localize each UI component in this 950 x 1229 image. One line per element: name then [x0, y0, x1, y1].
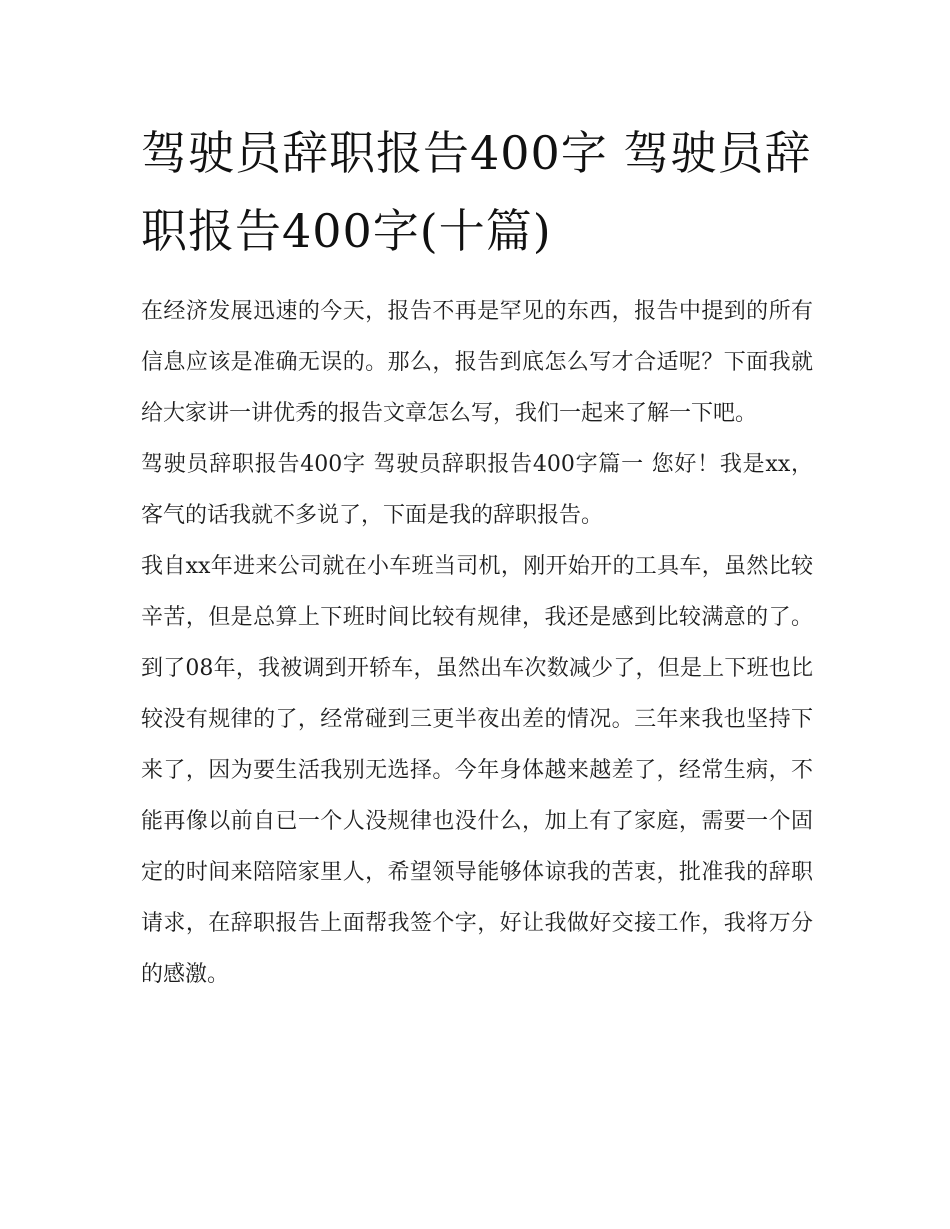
body-paragraph: 我自xx年进来公司就在小车班当司机，刚开始开的工具车，虽然比较辛苦，但是总算上下班时间比较有规律，我还是感到比较满意的了。到了08年，我被调到开轿车，虽然出车次数减少了，但是上下班也比较没有规律的了，经常碰到三更半夜出差的情况。三年来我也坚持下来了，因为要生活我别无选择。今年身体越来越差了，经常生病，不能再像以前自已一个人没规律也没什么，加上有了家庭，需要一个固定的时间来陪陪家里人，希望领导能够体谅我的苦衷，批准我的辞职请求，在辞职报告上面帮我签个字，好让我做好交接工作，我将万分的感激。 — [141, 554, 813, 987]
greeting-paragraph: 驾驶员辞职报告400字 驾驶员辞职报告400字篇一 您好！我是xx，客气的话我就不多说了，下面是我的辞职报告。 — [141, 452, 813, 528]
document-title: 驾驶员辞职报告400字 驾驶员辞职报告400字(十篇) — [141, 126, 812, 258]
intro-paragraph: 在经济发展迅速的今天，报告不再是罕见的东西，报告中提到的所有信息应该是准确无误的。那么，报告到底怎么写才合适呢？下面我就给大家讲一讲优秀的报告文章怎么写，我们一起来了解一下吧。 — [141, 299, 813, 426]
document-body — [141, 114, 813, 1000]
